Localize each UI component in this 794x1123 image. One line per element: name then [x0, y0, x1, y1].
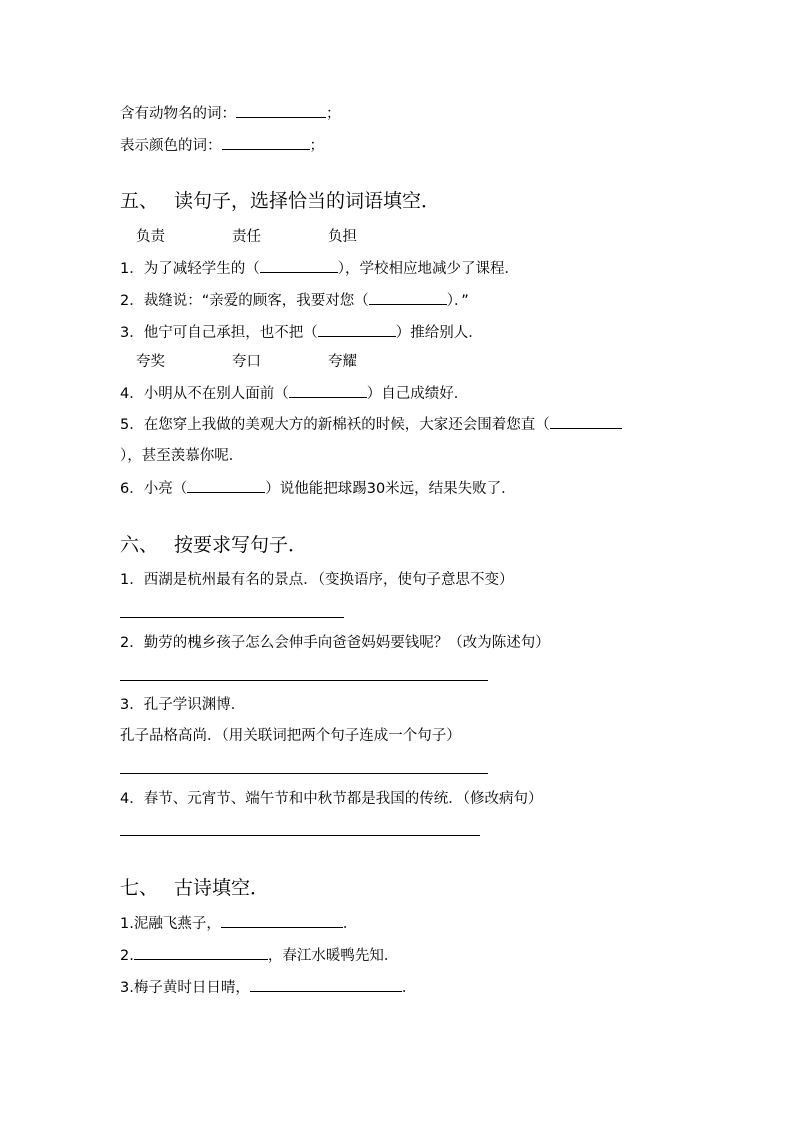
answer-blank[interactable] [187, 478, 265, 493]
question-item: 2．裁缝说：“亲爱的顾客，我要对您（ ）．” [120, 290, 469, 311]
question-item: 孔子品格高尚．（用关联词把两个句子连成一个句子） [120, 728, 461, 744]
answer-blank[interactable] [369, 290, 447, 305]
question-item: 3．孔子学识渊博． [120, 697, 246, 713]
question-item: 4．春节、元宵节、端午节和中秋节都是我国的传统．（修改病句） [120, 791, 543, 807]
question-item: 1．西湖是杭州最有名的景点．（变换语序，使句子意思不变） [120, 572, 514, 588]
answer-line[interactable] [120, 680, 488, 681]
word-option: 夸口 [232, 354, 261, 370]
answer-blank[interactable] [250, 977, 402, 992]
animal-words-line: 含有动物名的词： ； [120, 103, 341, 124]
word-option: 夸耀 [328, 354, 357, 370]
answer-blank[interactable] [318, 322, 396, 337]
section-6-heading: 六、 按要求写句子． [120, 534, 308, 556]
word-option: 负责 [136, 229, 165, 245]
answer-blank[interactable] [221, 913, 343, 928]
question-item: 4．小明从不在别人面前（ ）自己成绩好． [120, 383, 468, 404]
color-words-line: 表示颜色的词： ； [120, 135, 324, 156]
answer-blank[interactable] [236, 103, 326, 118]
question-item: 3．他宁可自己承担，也不把（ ）推给别人． [120, 322, 483, 343]
answer-blank[interactable] [289, 383, 367, 398]
answer-line[interactable] [120, 773, 488, 774]
question-item-continued: ），甚至羡慕你呢． [120, 448, 244, 464]
question-item: 1．为了减轻学生的（ ），学校相应地减少了课程． [120, 258, 519, 279]
poem-item: 2. ，春江水暖鸭先知． [120, 945, 398, 966]
answer-blank[interactable] [134, 945, 268, 960]
answer-blank[interactable] [222, 135, 310, 150]
word-option: 负担 [328, 229, 357, 245]
word-option: 责任 [232, 229, 261, 245]
section-7-heading: 七、 古诗填空． [120, 877, 270, 899]
answer-blank[interactable] [260, 258, 338, 273]
question-item: 5．在您穿上我做的美观大方的新棉袄的时候，大家还会围着您直（ [120, 414, 622, 435]
answer-line[interactable] [120, 617, 344, 618]
question-item: 2．勤劳的槐乡孩子怎么会伸手向爸爸妈妈要钱呢？（改为陈述句） [120, 635, 550, 651]
answer-blank[interactable] [550, 414, 622, 429]
answer-line[interactable] [120, 835, 480, 836]
poem-item: 3.梅子黄时日日晴， ． [120, 977, 416, 998]
poem-item: 1.泥融飞燕子， ． [120, 913, 357, 934]
question-item: 6．小亮（ ）说他能把球踢30米远，结果失败了． [120, 478, 516, 499]
word-option: 夸奖 [136, 354, 165, 370]
section-5-heading: 五、 读句子，选择恰当的词语填空． [120, 190, 441, 212]
